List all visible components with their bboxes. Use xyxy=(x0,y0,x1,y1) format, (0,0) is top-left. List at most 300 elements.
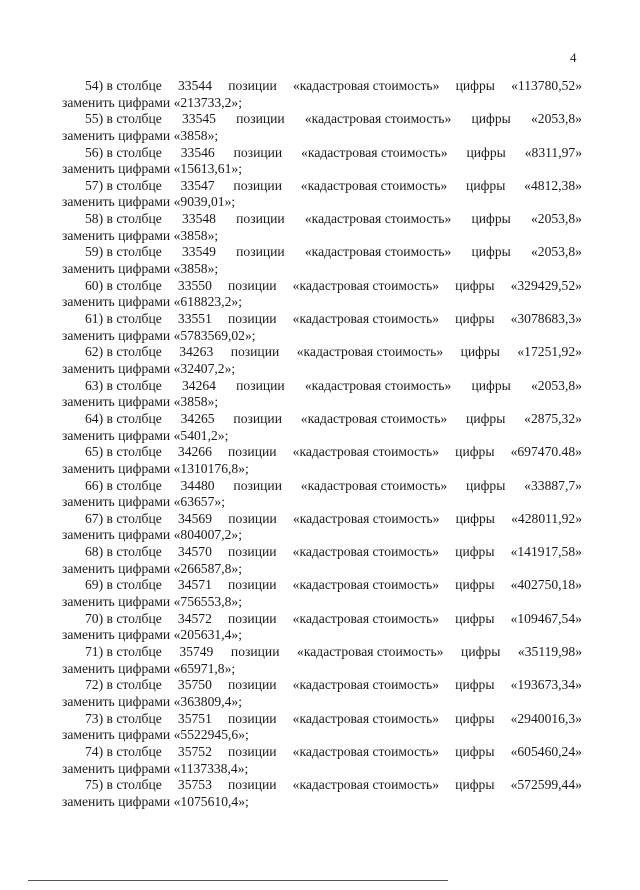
open-quote: « xyxy=(524,144,532,160)
open-quote: « xyxy=(530,111,538,127)
item-in-column: в столбце xyxy=(106,677,162,693)
item-second-line xyxy=(62,727,582,744)
item-column-number: 33547 xyxy=(180,177,215,193)
item-old-value-wrap xyxy=(511,711,582,728)
list-item xyxy=(62,444,582,477)
item-position-name: «кадастровая стоимость» xyxy=(300,410,448,426)
item-number: 55) xyxy=(85,111,104,127)
item-position-word: позиции xyxy=(227,311,277,327)
open-quote: « xyxy=(173,527,181,543)
item-number: 67) xyxy=(85,510,104,526)
item-position-name: «кадастровая стоимость» xyxy=(292,710,440,726)
list-item xyxy=(62,378,582,411)
item-old-value-wrap xyxy=(517,344,582,361)
close-quote: » xyxy=(575,777,582,793)
close-quote: » xyxy=(575,177,582,193)
line-end: »; xyxy=(217,427,229,443)
open-quote: « xyxy=(173,693,181,709)
item-column-number: 34571 xyxy=(177,577,212,593)
item-second-line xyxy=(62,527,582,544)
item-second-line xyxy=(62,194,582,211)
item-replace-phrase: заменить цифрами xyxy=(62,161,171,177)
item-lead xyxy=(85,111,162,128)
item-column-number: 35753 xyxy=(177,777,212,793)
item-old-value: 402750,18 xyxy=(517,577,576,593)
item-second-line xyxy=(62,461,582,478)
item-old-value: 2875,32 xyxy=(530,410,576,426)
item-new-value: 213733,2 xyxy=(180,94,232,110)
item-lead xyxy=(85,278,162,295)
item-position-name: «кадастровая стоимость» xyxy=(292,743,440,759)
item-new-value: 63657 xyxy=(180,494,215,510)
item-position-word: позиции xyxy=(227,577,277,593)
item-lead xyxy=(85,577,162,594)
item-position-name: «кадастровая стоимость» xyxy=(292,277,440,293)
item-digits-word: цифры xyxy=(455,544,495,560)
item-lead xyxy=(85,211,162,228)
line-end: »; xyxy=(238,793,249,809)
item-position-word: позиции xyxy=(230,344,280,360)
line-end: »; xyxy=(231,627,242,643)
item-position-word: позиции xyxy=(227,743,277,759)
close-quote: » xyxy=(575,644,582,660)
item-new-value: 5401,2 xyxy=(180,427,218,443)
item-column-number: 34263 xyxy=(179,344,214,360)
open-quote: « xyxy=(530,211,538,227)
item-old-value: 109467,54 xyxy=(517,610,576,626)
item-digits-word: цифры xyxy=(455,78,495,93)
item-first-line xyxy=(62,744,582,761)
item-new-value: 3858 xyxy=(180,227,208,243)
item-lead xyxy=(85,677,162,694)
item-second-line xyxy=(62,761,582,778)
item-in-column: в столбце xyxy=(106,377,162,393)
item-position-name: «кадастровая стоимость» xyxy=(304,244,452,260)
item-in-column: в столбце xyxy=(106,277,162,293)
item-number: 54) xyxy=(85,78,104,93)
item-column-number: 33546 xyxy=(180,144,215,160)
item-old-value: 697470.48 xyxy=(517,444,576,460)
item-number: 56) xyxy=(85,144,104,160)
item-second-line xyxy=(62,161,582,178)
item-digits-word: цифры xyxy=(471,211,511,227)
open-quote: « xyxy=(524,177,531,193)
item-second-line xyxy=(62,361,582,378)
item-second-line xyxy=(62,328,582,345)
item-number: 57) xyxy=(85,177,104,193)
item-number: 68) xyxy=(85,544,104,560)
open-quote: « xyxy=(173,660,181,676)
close-quote: » xyxy=(575,510,582,526)
item-old-value: 4812,38 xyxy=(530,177,576,193)
item-lead xyxy=(85,145,162,162)
list-item xyxy=(62,211,582,244)
item-position-word: позиции xyxy=(227,710,277,726)
item-second-line xyxy=(62,561,582,578)
line-end: »; xyxy=(207,127,219,143)
list-item xyxy=(62,644,582,677)
item-in-column: в столбце xyxy=(106,177,162,193)
open-quote: « xyxy=(173,793,181,809)
item-old-value-wrap xyxy=(524,178,582,195)
item-position-word: позиции xyxy=(228,510,277,526)
open-quote: « xyxy=(173,627,181,643)
line-end: »; xyxy=(224,194,236,210)
item-replace-phrase: заменить цифрами xyxy=(62,594,171,610)
item-position-name: «кадастровая стоимость» xyxy=(292,78,440,93)
item-number: 75) xyxy=(85,777,104,793)
item-digits-word: цифры xyxy=(466,144,506,160)
line-end: »; xyxy=(231,294,242,310)
list-item xyxy=(62,544,582,577)
item-digits-word: цифры xyxy=(466,177,506,193)
item-digits-word: цифры xyxy=(461,644,501,660)
item-lead xyxy=(85,178,162,195)
item-lead xyxy=(85,711,162,728)
open-quote: « xyxy=(530,377,538,393)
item-lead xyxy=(85,411,162,428)
item-replace-phrase: заменить цифрами xyxy=(62,793,171,809)
item-old-value: 141917,58 xyxy=(517,544,576,560)
open-quote: « xyxy=(511,78,518,93)
item-column-number: 33550 xyxy=(177,277,212,293)
item-new-value: 5522945,6 xyxy=(180,727,239,743)
open-quote: « xyxy=(173,227,181,243)
item-position-name: «кадастровая стоимость» xyxy=(292,677,440,693)
item-old-value-wrap xyxy=(511,444,582,461)
item-in-column: в столбце xyxy=(106,710,162,726)
item-digits-word: цифры xyxy=(455,577,495,593)
open-quote: « xyxy=(510,311,518,327)
item-digits-word: цифры xyxy=(455,677,495,693)
amendment-list xyxy=(62,78,582,811)
open-quote: « xyxy=(517,644,525,660)
item-replace-phrase: заменить цифрами xyxy=(62,127,171,143)
open-quote: « xyxy=(510,544,518,560)
item-position-name: «кадастровая стоимость» xyxy=(300,477,448,493)
list-item xyxy=(62,777,582,810)
item-column-number: 33549 xyxy=(181,244,216,260)
item-first-line xyxy=(62,311,582,328)
close-quote: » xyxy=(575,610,582,626)
open-quote: « xyxy=(173,594,181,610)
item-in-column: в столбце xyxy=(106,78,162,93)
item-old-value: 428011,92 xyxy=(517,510,576,526)
open-quote: « xyxy=(173,294,181,310)
item-new-value: 756553,8 xyxy=(180,594,232,610)
close-quote: » xyxy=(575,544,582,560)
open-quote: « xyxy=(511,510,518,526)
item-old-value-wrap xyxy=(531,211,582,228)
item-column-number: 35751 xyxy=(177,710,212,726)
item-digits-word: цифры xyxy=(471,377,511,393)
item-position-name: «кадастровая стоимость» xyxy=(301,144,448,160)
close-quote: » xyxy=(575,577,582,593)
item-new-value: 3858 xyxy=(180,394,208,410)
item-new-value: 1137338,4 xyxy=(180,760,238,776)
close-quote: » xyxy=(575,477,582,493)
open-quote: « xyxy=(173,460,181,476)
item-old-value-wrap xyxy=(524,478,582,495)
item-position-name: «кадастровая стоимость» xyxy=(300,177,448,193)
list-item xyxy=(62,577,582,610)
item-lead xyxy=(85,511,162,528)
item-first-line xyxy=(62,444,582,461)
item-in-column: в столбце xyxy=(106,644,162,660)
item-second-line xyxy=(62,794,582,811)
item-new-value: 3858 xyxy=(180,127,208,143)
close-quote: » xyxy=(575,277,582,293)
item-replace-phrase: заменить цифрами xyxy=(62,527,171,543)
item-replace-phrase: заменить цифрами xyxy=(62,294,171,310)
item-second-line xyxy=(62,661,582,678)
item-number: 64) xyxy=(85,410,104,426)
list-item xyxy=(62,278,582,311)
open-quote: « xyxy=(510,710,518,726)
open-quote: « xyxy=(173,327,181,343)
item-first-line xyxy=(62,577,582,594)
open-quote: « xyxy=(173,427,181,443)
line-end: »; xyxy=(207,261,219,277)
item-old-value-wrap xyxy=(511,78,582,95)
item-position-word: позиции xyxy=(233,144,283,160)
item-column-number: 33551 xyxy=(177,311,212,327)
open-quote: « xyxy=(510,743,518,759)
item-replace-phrase: заменить цифрами xyxy=(62,360,171,376)
item-position-word: позиции xyxy=(227,277,277,293)
item-new-value: 363809,4 xyxy=(180,693,232,709)
item-second-line xyxy=(62,627,582,644)
item-in-column: в столбце xyxy=(106,743,162,759)
item-second-line xyxy=(62,594,582,611)
item-old-value: 8311,97 xyxy=(531,144,576,160)
item-old-value: 2053,8 xyxy=(537,377,576,393)
item-old-value-wrap xyxy=(511,311,582,328)
item-first-line xyxy=(62,644,582,661)
item-column-number: 33548 xyxy=(181,211,216,227)
item-position-name: «кадастровая стоимость» xyxy=(296,344,444,360)
open-quote: « xyxy=(510,610,518,626)
item-column-number: 34572 xyxy=(177,610,212,626)
item-number: 60) xyxy=(85,277,104,293)
item-digits-word: цифры xyxy=(455,610,495,626)
item-lead xyxy=(85,644,162,661)
close-quote: » xyxy=(575,78,582,93)
item-second-line xyxy=(62,694,582,711)
item-old-value-wrap xyxy=(511,777,582,794)
item-digits-word: цифры xyxy=(455,777,495,793)
item-number: 71) xyxy=(85,644,104,660)
item-position-word: позиции xyxy=(233,477,282,493)
list-item xyxy=(62,711,582,744)
open-quote: « xyxy=(173,760,181,776)
list-item xyxy=(62,744,582,777)
line-end: »; xyxy=(224,360,236,376)
item-old-value: 35119,98 xyxy=(524,644,576,660)
item-first-line xyxy=(62,111,582,128)
item-second-line xyxy=(62,494,582,511)
item-column-number: 34265 xyxy=(180,410,215,426)
item-in-column: в столбце xyxy=(106,311,162,327)
item-position-word: позиции xyxy=(233,177,282,193)
item-column-number: 35749 xyxy=(179,644,214,660)
item-lead xyxy=(85,78,162,95)
item-replace-phrase: заменить цифрами xyxy=(62,327,171,343)
close-quote: » xyxy=(575,710,582,726)
item-digits-word: цифры xyxy=(455,743,495,759)
item-position-name: «кадастровая стоимость» xyxy=(304,211,452,227)
item-number: 72) xyxy=(85,677,104,693)
item-second-line xyxy=(62,294,582,311)
line-end: »; xyxy=(231,560,242,576)
item-first-line xyxy=(62,777,582,794)
item-column-number: 33545 xyxy=(181,111,216,127)
item-old-value: 33887,7 xyxy=(530,477,576,493)
item-new-value: 1075610,4 xyxy=(180,793,239,809)
open-quote: « xyxy=(510,577,518,593)
list-item xyxy=(62,111,582,144)
item-position-name: «кадастровая стоимость» xyxy=(292,777,440,793)
item-second-line xyxy=(62,128,582,145)
item-number: 74) xyxy=(85,743,104,759)
item-new-value: 32407,2 xyxy=(180,360,225,376)
item-column-number: 34264 xyxy=(181,377,216,393)
list-item xyxy=(62,478,582,511)
item-digits-word: цифры xyxy=(466,410,506,426)
item-second-line xyxy=(62,228,582,245)
item-in-column: в столбце xyxy=(106,577,162,593)
item-new-value: 5783569,02 xyxy=(180,327,245,343)
item-number: 65) xyxy=(85,444,104,460)
item-first-line xyxy=(62,544,582,561)
item-first-line xyxy=(62,145,582,162)
item-number: 66) xyxy=(85,477,104,493)
item-lead xyxy=(85,244,162,261)
item-position-word: позиции xyxy=(233,410,282,426)
item-column-number: 35750 xyxy=(177,677,212,693)
item-first-line xyxy=(62,511,582,528)
close-quote: » xyxy=(575,377,582,393)
item-digits-word: цифры xyxy=(455,510,495,526)
open-quote: « xyxy=(173,261,181,277)
item-position-word: позиции xyxy=(227,777,277,793)
item-position-word: позиции xyxy=(230,644,280,660)
item-old-value: 2053,8 xyxy=(537,111,576,127)
item-second-line xyxy=(62,394,582,411)
item-lead xyxy=(85,777,162,794)
line-end: »; xyxy=(231,94,242,110)
item-old-value-wrap xyxy=(511,544,582,561)
close-quote: » xyxy=(575,211,582,227)
item-replace-phrase: заменить цифрами xyxy=(62,227,171,243)
item-in-column: в столбце xyxy=(106,510,162,526)
open-quote: « xyxy=(524,477,531,493)
item-replace-phrase: заменить цифрами xyxy=(62,727,171,743)
line-end: »; xyxy=(237,760,249,776)
item-replace-phrase: заменить цифрами xyxy=(62,660,171,676)
item-old-value-wrap xyxy=(511,677,582,694)
item-lead xyxy=(85,544,162,561)
list-item xyxy=(62,611,582,644)
item-new-value: 205631,4 xyxy=(180,627,232,643)
item-replace-phrase: заменить цифрами xyxy=(62,460,171,476)
item-in-column: в столбце xyxy=(106,244,162,260)
item-in-column: в столбце xyxy=(106,444,162,460)
item-number: 61) xyxy=(85,311,104,327)
item-replace-phrase: заменить цифрами xyxy=(62,94,171,110)
item-first-line xyxy=(62,378,582,395)
item-number: 73) xyxy=(85,710,104,726)
item-digits-word: цифры xyxy=(466,477,506,493)
item-second-line xyxy=(62,428,582,445)
item-second-line xyxy=(62,261,582,278)
item-old-value: 113780,52 xyxy=(517,78,576,93)
item-lead xyxy=(85,344,162,361)
item-replace-phrase: заменить цифрами xyxy=(62,760,171,776)
item-first-line xyxy=(62,278,582,295)
item-first-line xyxy=(62,677,582,694)
item-old-value: 572599,44 xyxy=(517,777,576,793)
item-old-value: 2053,8 xyxy=(537,244,576,260)
item-position-word: позиции xyxy=(228,78,277,93)
item-in-column: в столбце xyxy=(106,144,162,160)
item-replace-phrase: заменить цифрами xyxy=(62,494,171,510)
item-position-name: «кадастровая стоимость» xyxy=(292,510,440,526)
close-quote: » xyxy=(575,444,582,460)
item-new-value: 266587,8 xyxy=(180,560,232,576)
list-item xyxy=(62,78,582,111)
line-end: »; xyxy=(231,161,242,177)
item-first-line xyxy=(62,211,582,228)
close-quote: » xyxy=(575,743,582,759)
item-position-word: позиции xyxy=(236,377,285,393)
item-replace-phrase: заменить цифрами xyxy=(62,693,171,709)
item-digits-word: цифры xyxy=(455,311,495,327)
item-new-value: 1310176,8 xyxy=(180,460,239,476)
open-quote: « xyxy=(173,94,181,110)
item-old-value-wrap xyxy=(511,511,582,528)
item-column-number: 34266 xyxy=(177,444,212,460)
item-old-value-wrap xyxy=(518,644,582,661)
list-item xyxy=(62,178,582,211)
item-in-column: в столбце xyxy=(106,777,162,793)
line-end: »; xyxy=(231,693,242,709)
line-end: »; xyxy=(214,494,225,510)
close-quote: » xyxy=(575,311,582,327)
item-old-value-wrap xyxy=(531,111,582,128)
open-quote: « xyxy=(517,344,525,360)
line-end: »; xyxy=(207,227,219,243)
item-position-word: позиции xyxy=(227,610,277,626)
item-replace-phrase: заменить цифрами xyxy=(62,194,171,210)
item-number: 59) xyxy=(85,244,104,260)
open-quote: « xyxy=(173,394,181,410)
item-first-line xyxy=(62,344,582,361)
item-in-column: в столбце xyxy=(106,610,162,626)
item-old-value: 193673,34 xyxy=(517,677,576,693)
item-new-value: 65971,8 xyxy=(180,660,225,676)
open-quote: « xyxy=(524,410,531,426)
item-old-value: 2053,8 xyxy=(537,211,576,227)
open-quote: « xyxy=(173,560,181,576)
list-item xyxy=(62,411,582,444)
open-quote: « xyxy=(510,777,518,793)
list-item xyxy=(62,344,582,377)
item-digits-word: цифры xyxy=(471,111,511,127)
item-position-word: позиции xyxy=(236,111,285,127)
item-position-word: позиции xyxy=(227,677,277,693)
item-lead xyxy=(85,611,162,628)
